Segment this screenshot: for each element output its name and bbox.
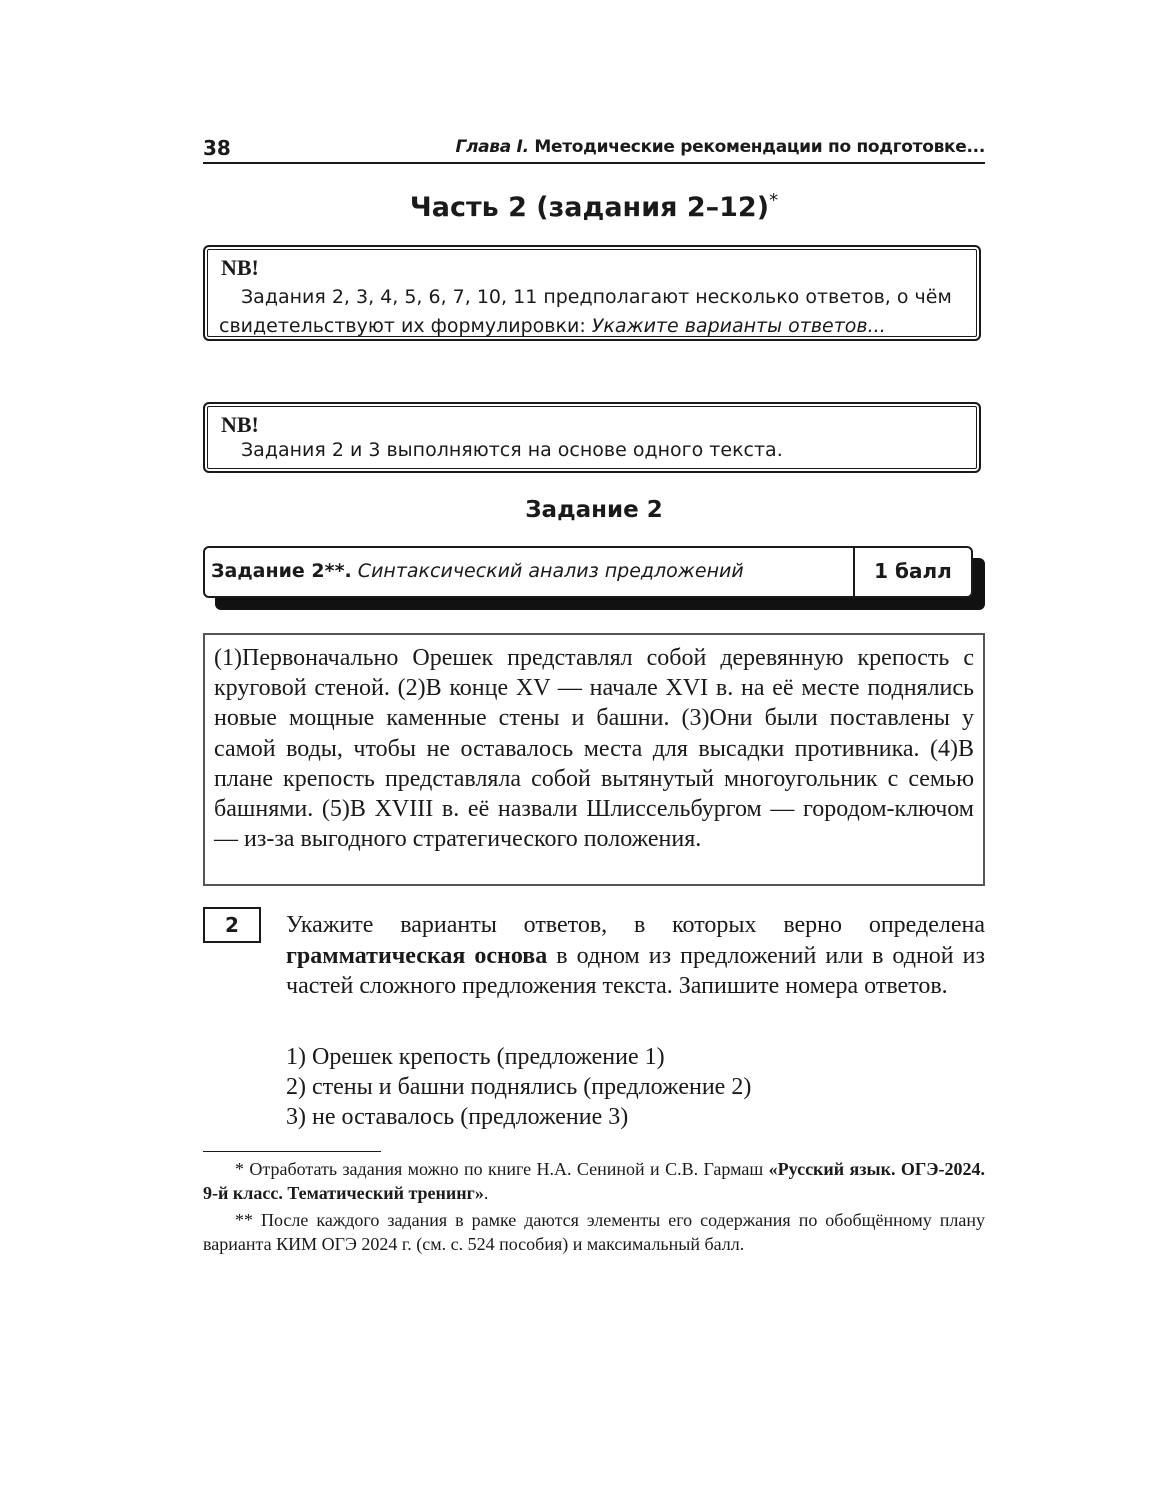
nb-label: NB! xyxy=(221,255,259,280)
running-head xyxy=(455,137,985,157)
task-bar-title: Задание 2**. xyxy=(211,560,352,582)
footnote-2: ** После каждого задания в рамке даются элементы его содержания по обобщённому плану варианта КИМ ОГЭ 2024 г. (см. с. 524 пособия) и максимальный балл. xyxy=(203,1210,985,1254)
footnote-rule xyxy=(203,1151,381,1152)
task-heading: Задание 2 xyxy=(525,497,663,523)
footnotes xyxy=(203,1157,985,1259)
chapter-title: Методические рекомендации по подготовке... xyxy=(534,137,985,157)
nb-box-1 xyxy=(203,245,981,341)
nb-text xyxy=(219,283,965,341)
footnote-1-end: . xyxy=(483,1183,489,1203)
page-number: 38 xyxy=(203,136,231,160)
task-bar-subtitle: Синтаксический анализ предложений xyxy=(357,560,744,582)
nb-text-main: Задания 2, 3, 4, 5, 6, 7, 10, 11 предполагают несколько ответов, о чём свидетельствуют их формулировки: xyxy=(219,286,952,337)
nb-label: NB! xyxy=(221,412,259,437)
nb-text-italic: Укажите варианты ответов... xyxy=(591,315,886,337)
nb-box-2 xyxy=(203,402,981,473)
part-title xyxy=(203,190,985,223)
source-text-box: (1)Первоначально Орешек представлял собой деревянную крепость с круговой стеной. (2)В конце XV — начале XVI в. на её месте поднялись новые мощные каменные стены и башни. (3)Они были поставлены у самой воды, чтобы не оставалось места для высадки противника. (4)В плане крепость представляла собой вытянутый многоугольник с семью башнями. (5)В XVIII в. её назвали Шлиссельбургом — городом-ключом — из-за выгодного стратегического положения. xyxy=(203,633,985,886)
part-footnote-mark: * xyxy=(769,190,779,211)
task-number-box: 2 xyxy=(203,907,261,943)
task-bar xyxy=(203,546,973,598)
task-name xyxy=(211,560,744,582)
part-title-text: Часть 2 (задания 2–12) xyxy=(409,192,770,223)
task-points: 1 балл xyxy=(874,559,952,583)
answer-option: 2) стены и башни поднялись (предложение 2) xyxy=(286,1074,752,1100)
task-question xyxy=(286,910,985,1002)
footnote-1 xyxy=(203,1157,985,1205)
answer-option: 3) не оставалось (предложение 3) xyxy=(286,1104,629,1130)
chapter-label: Глава I. xyxy=(455,137,529,157)
answer-option: 1) Орешек крепость (предложение 1) xyxy=(286,1044,665,1070)
question-after: в одном из предложений или в одной из частей сложного предложения текста. Запишите номера ответов. xyxy=(286,942,985,999)
page-header xyxy=(203,132,985,164)
answer-options xyxy=(286,1042,985,1132)
question-before: Укажите варианты ответов, в которых верно определена xyxy=(286,912,985,938)
nb-text: Задания 2 и 3 выполняются на основе одного текста. xyxy=(241,439,783,461)
footnote-1-book-title: «Русский язык. ОГЭ-2024. 9-й класс. Тематический тренинг» xyxy=(203,1159,985,1203)
footnote-1-text: * Отработать задания можно по книге Н.А. Сениной и С.В. Гармаш xyxy=(235,1159,769,1179)
question-bold: грамматическая основа xyxy=(286,942,548,969)
